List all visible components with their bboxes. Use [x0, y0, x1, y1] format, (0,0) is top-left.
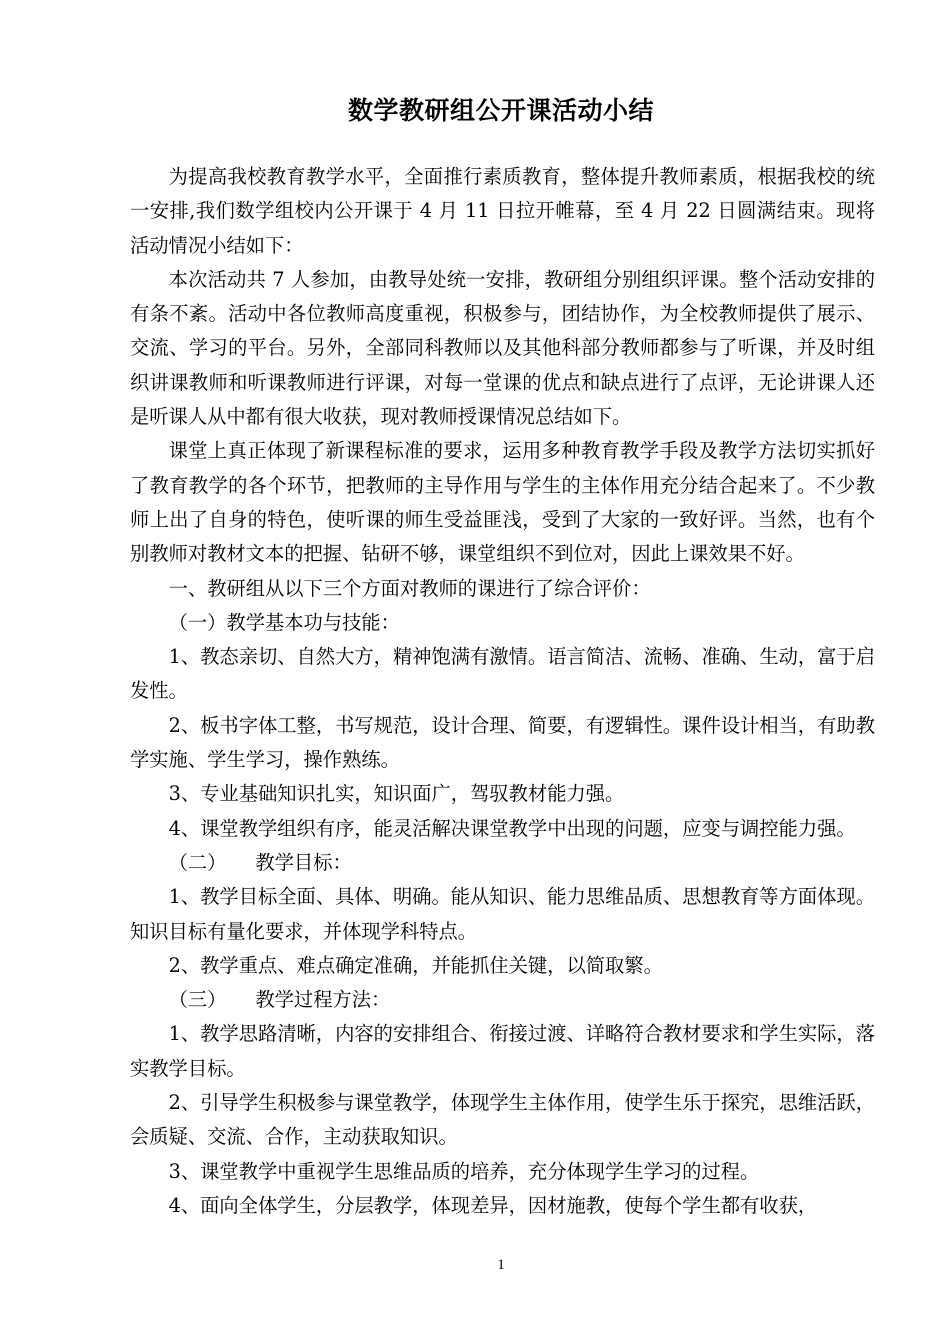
subsection-heading-basic-skills — [130, 606, 875, 640]
list-item — [130, 812, 875, 846]
paragraph-text: 1、教学目标全面、具体、明确。能从知识、能力思维品质、思想教育等方面体现。知识目标有量化要求，并体现学科特点。 — [130, 885, 875, 943]
paragraph-text: 课堂上真正体现了新课程标准的要求，运用多种教育教学手段及教学方法切实抓好了教育教学的各个环节，把教师的主导作用与学生的主体作用充分结合起来了。不少教师上出了自身的特色，使听课的师生受益匪浅，受到了大家的一致好评。当然，也有个别教师对教材文本的把握、钻研不够，课堂组织不到位对，因此上课效果不好。 — [130, 439, 875, 566]
section-heading-evaluation — [130, 572, 875, 606]
paragraph-text: 4、面向全体学生，分层教学，体现差异，因材施教，使每个学生都有收获， — [168, 1193, 818, 1217]
paragraph-text: 2、板书字体工整，书写规范，设计合理、简要，有逻辑性。课件设计相当，有助教学实施、学生学习，操作熟练。 — [130, 713, 875, 772]
paragraph-text: 4、课堂教学组织有序，能灵活解决课堂教学中出现的问题，应变与调控能力强。 — [168, 816, 856, 840]
paragraph-text: 3、课堂教学中重视学生思维品质的培养，充分体现学生学习的过程。 — [168, 1159, 760, 1183]
list-item — [130, 880, 875, 949]
paragraph-activity-overview — [130, 263, 875, 434]
list-item — [130, 1155, 875, 1189]
list-item — [130, 949, 875, 983]
list-item — [130, 709, 875, 778]
paragraph-text: 本次活动共 7 人参加，由教导处统一安排，教研组分别组织评课。整个活动安排的有条不紊。活动中各位教师高度重视，积极参与，团结协作，为全校教师提供了展示、交流、学习的平台。另外，全部同科教师以及其他科部分教师都参与了听课，并及时组织讲课教师和听课教师进行评课，对每一堂课的优点和缺点进行了点评，无论讲课人还是听课人从中都有很大收获，现对教师授课情况总结如下。 — [130, 267, 875, 429]
paragraph-text: （一）教学基本功与技能： — [168, 610, 400, 634]
list-item — [130, 777, 875, 811]
page-number: 1 — [497, 1257, 505, 1273]
paragraph-text: （三） 教学过程方法： — [168, 988, 391, 1012]
paragraph-text: 1、教态亲切、自然大方，精神饱满有激情。语言简洁、流畅、准确、生动，富于启发性。 — [130, 645, 875, 703]
paragraph-text: 1、教学思路清晰，内容的安排组合、衔接过渡、详略符合教材要求和学生实际，落实教学目标。 — [130, 1022, 875, 1080]
paragraph-text: 一、教研组从以下三个方面对教师的课进行了综合评价： — [168, 576, 651, 600]
paragraph-intro — [130, 160, 875, 263]
document-title: 数学教研组公开课活动小结 — [347, 96, 654, 125]
list-item — [130, 1189, 875, 1223]
paragraph-text: 2、教学重点、难点确定准确，并能抓住关键，以简取繁。 — [168, 953, 663, 977]
paragraph-text: （二） 教学目标： — [168, 850, 352, 874]
paragraph-text: 2、引导学生积极参与课堂教学，体现学生主体作用，使学生乐于探究，思维活跃，会质疑、交流、合作，主动获取知识。 — [130, 1091, 875, 1149]
paragraph-text: 3、专业基础知识扎实，知识面广，驾驭教材能力强。 — [168, 782, 625, 806]
list-item — [130, 1086, 875, 1155]
paragraph-classroom-summary — [130, 434, 875, 571]
document-body — [130, 160, 875, 1223]
paragraph-text: 为提高我校教育教学水平，全面推行素质教育，整体提升教师素质，根据我校的统一安排,我们数学组校内公开课于 4 月 11 日拉开帷幕，至 4 月 22 日圆满结束。现将活动情况小结如下： — [130, 165, 875, 257]
list-item — [130, 1017, 875, 1086]
list-item — [130, 640, 875, 709]
subsection-heading-teaching-goals — [130, 846, 875, 880]
subsection-heading-teaching-process — [130, 983, 875, 1017]
